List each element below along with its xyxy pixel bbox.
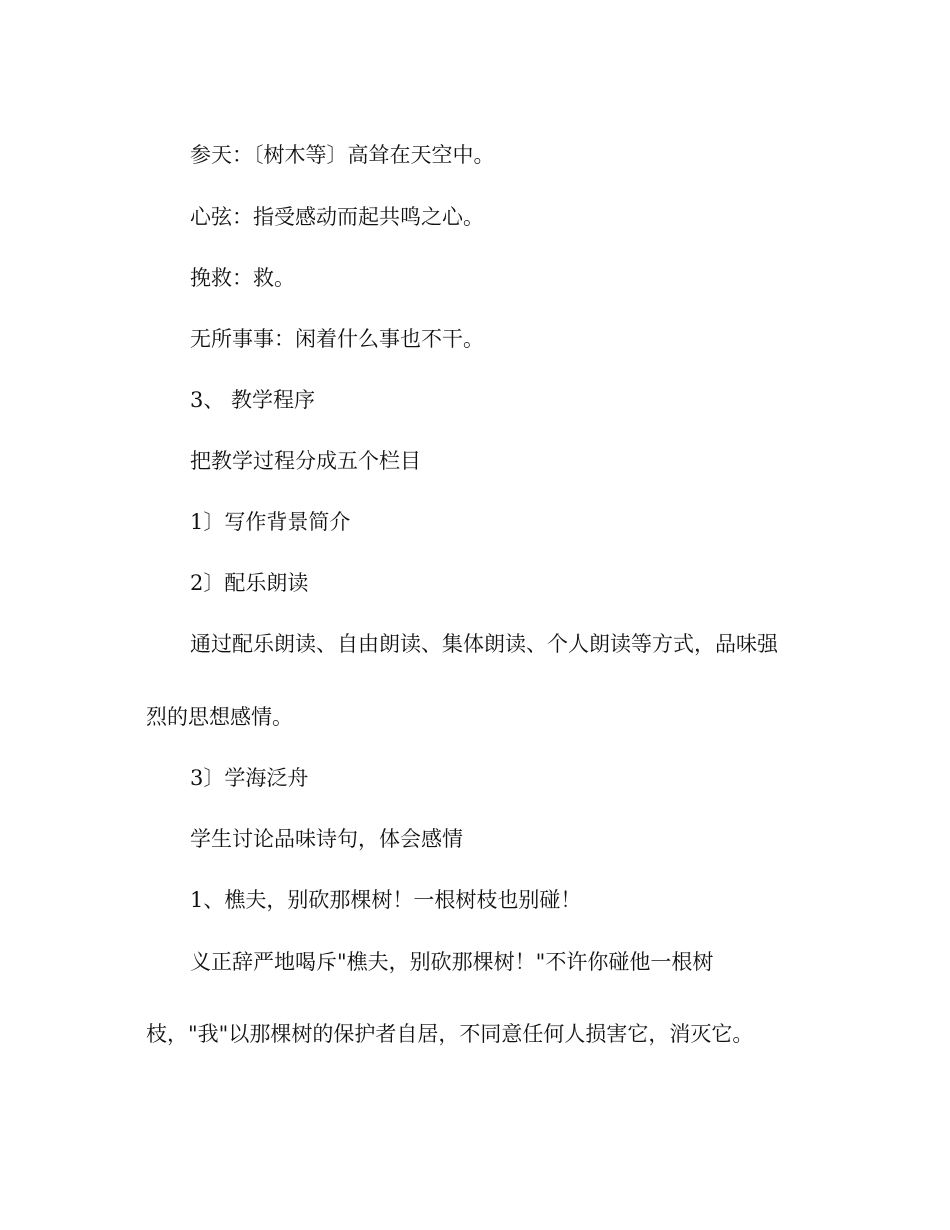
quote-heading-woodman: 1、樵夫，别砍那棵树！一根树枝也别碰！ <box>190 888 582 912</box>
paragraph-five-sections: 把教学过程分成五个栏目 <box>190 449 421 473</box>
paragraph-analysis-cont: 枝，"我"以那棵树的保护者自居，不同意任何人损害它，消灭它。 <box>146 1022 754 1046</box>
paragraph-reading-methods-cont: 烈的思想感情。 <box>146 705 293 729</box>
definition-wusuoshishi: 无所事事：闲着什么事也不干。 <box>190 327 484 351</box>
definition-wanjiu: 挽救：救。 <box>190 266 295 290</box>
paragraph-analysis: 义正辞严地喝斥"樵夫，别砍那棵树！"不许你碰他一根树 <box>190 950 714 974</box>
paragraph-reading-methods: 通过配乐朗读、自由朗读、集体朗读、个人朗读等方式，品味强 <box>190 632 778 656</box>
definition-xinxian: 心弦：指受感动而起共鸣之心。 <box>190 205 484 229</box>
list-item-background: 1〕写作背景简介 <box>190 510 351 534</box>
paragraph-student-discussion: 学生讨论品味诗句，体会感情 <box>190 827 463 851</box>
list-item-xuehai-fanzhou: 3〕学海泛舟 <box>190 766 309 790</box>
list-item-music-reading: 2〕配乐朗读 <box>190 571 309 595</box>
section-heading-teaching-procedure: 3、 教学程序 <box>190 388 316 412</box>
definition-cantian: 参天：〔树木等〕高耸在天空中。 <box>190 143 495 167</box>
